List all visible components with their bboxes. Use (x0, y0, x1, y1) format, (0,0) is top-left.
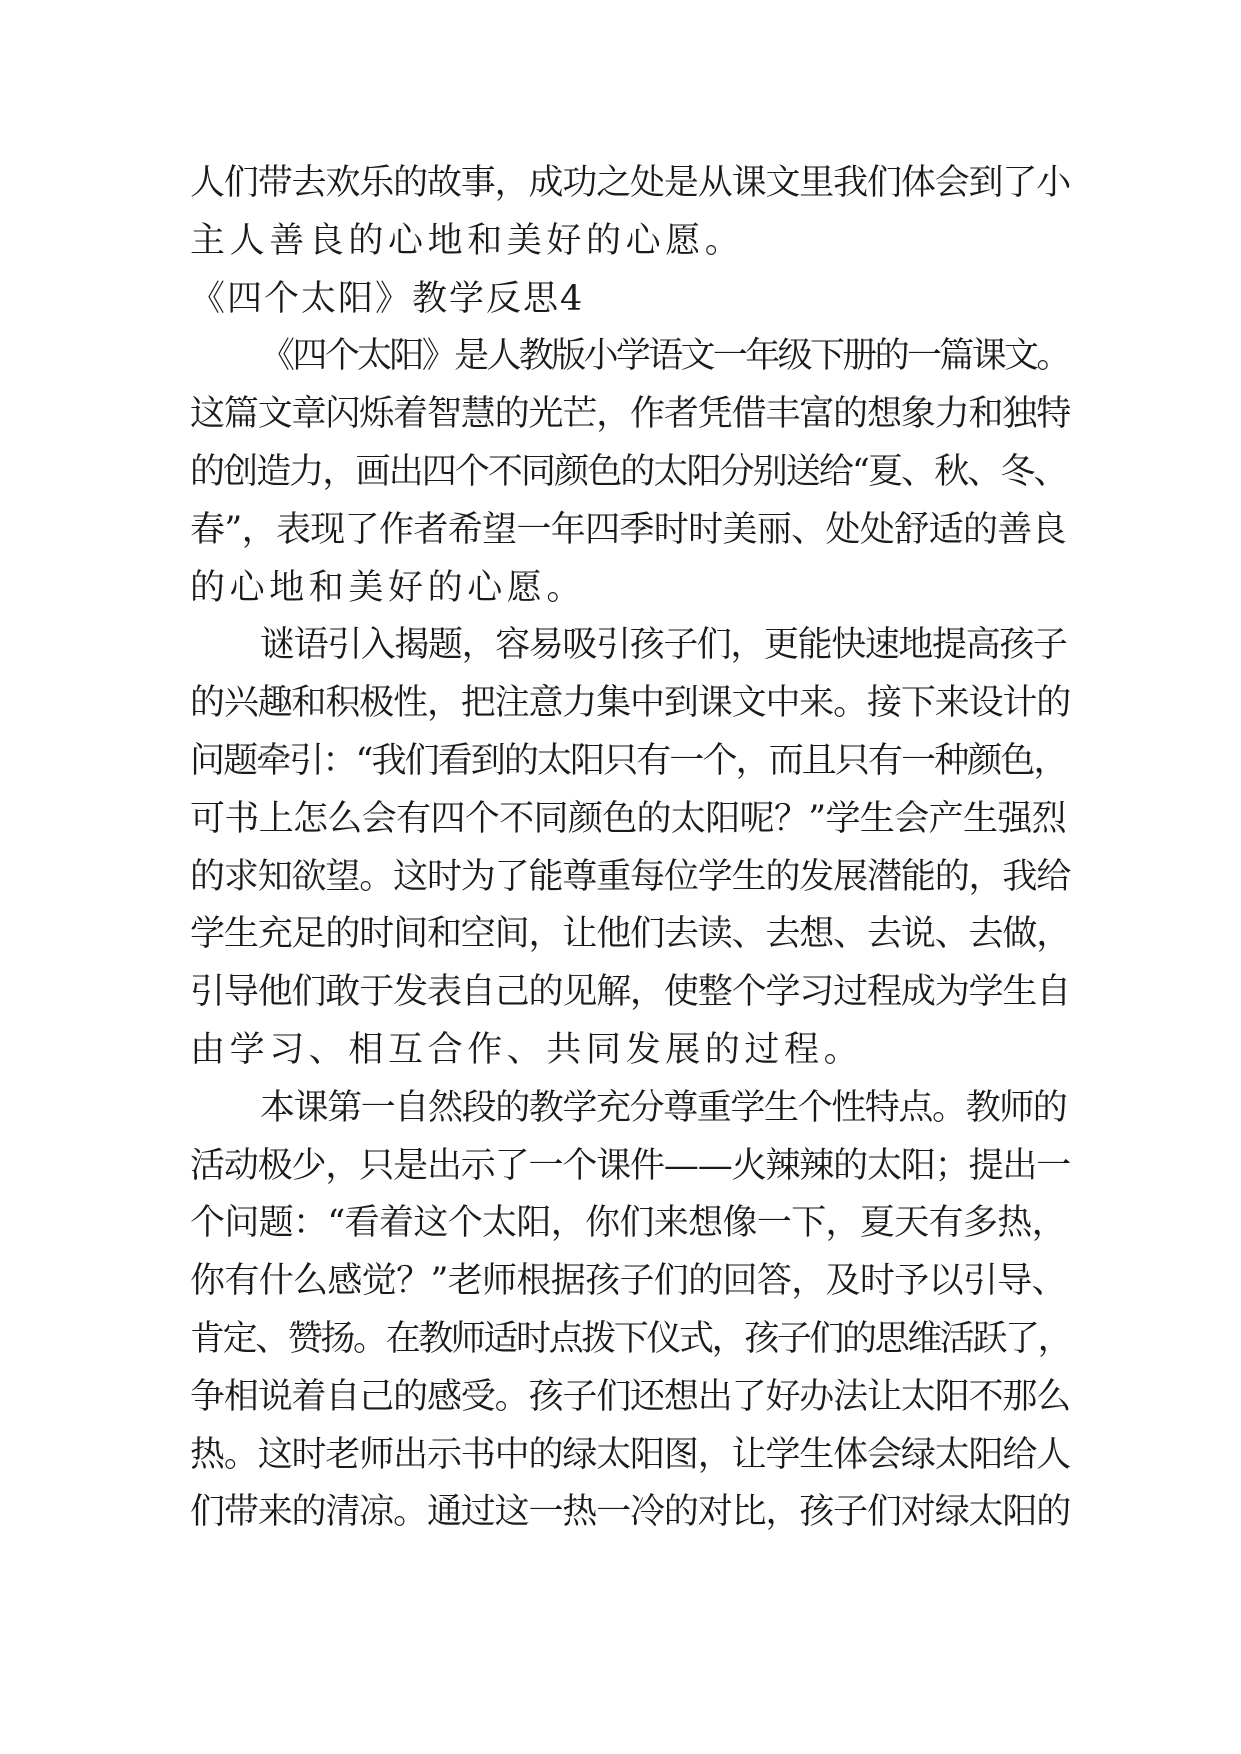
text-line: 可书上怎么会有四个不同颜色的太阳呢？”学生会产生强烈 (190, 798, 1066, 839)
text-line: 问题牵引：“我们看到的太阳只有一个，而且只有一种颜色， (190, 740, 1067, 781)
text-line: 争相说着自己的感受。孩子们还想出了好办法让太阳不那么 (190, 1376, 1071, 1417)
text-line: 主人善良的心地和美好的心愿。 (190, 220, 745, 261)
text-line: 由学习、相互合作、共同发展的过程。 (190, 1029, 864, 1070)
text-line: 人们带去欢乐的故事，成功之处是从课文里我们体会到了小 (190, 163, 1071, 203)
text-line: 谜语引入揭题，容易吸引孩子们，更能快速地提高孩子 (260, 625, 1067, 666)
text-line: 的心地和美好的心愿。 (190, 567, 587, 608)
body-text (190, 155, 1070, 1542)
text-line: 的创造力，画出四个不同颜色的太阳分别送给“夏、秋、冬、 (190, 451, 1067, 492)
text-line: 你有什么感觉？”老师根据孩子们的回答，及时予以引导、 (190, 1261, 1066, 1302)
text-line: 们带来的清凉。通过这一热一冷的对比，孩子们对绿太阳的 (190, 1492, 1071, 1533)
section-heading: 《四个太阳》教学反思4 (190, 278, 585, 319)
text-line: 肯定、赞扬。在教师适时点拨下仪式，孩子们的思维活跃了， (190, 1318, 1071, 1359)
text-line: 春”，表现了作者希望一年四季时时美丽、处处舒适的善良 (190, 509, 1066, 550)
text-line: 引导他们敢于发表自己的见解，使整个学习过程成为学生自 (190, 972, 1071, 1013)
text-line: 热。这时老师出示书中的绿太阳图，让学生体会绿太阳给人 (190, 1434, 1071, 1475)
text-line: 学生充足的时间和空间，让他们去读、去想、去说、去做， (190, 914, 1071, 955)
text-line: 活动极少，只是出示了一个课件——火辣辣的太阳；提出一 (190, 1145, 1071, 1186)
text-line: 的兴趣和积极性，把注意力集中到课文中来。接下来设计的 (190, 683, 1071, 724)
text-line: 的求知欲望。这时为了能尊重每位学生的发展潜能的，我给 (190, 856, 1071, 897)
text-line: 这篇文章闪烁着智慧的光芒，作者凭借丰富的想象力和独特 (190, 394, 1071, 435)
text-line: 个问题：“看着这个太阳，你们来想像一下，夏天有多热， (190, 1203, 1066, 1244)
text-line: 本课第一自然段的教学充分尊重学生个性特点。教师的 (260, 1087, 1067, 1128)
text-line: 《四个太阳》是人教版小学语文一年级下册的一篇课文。 (260, 336, 1069, 377)
